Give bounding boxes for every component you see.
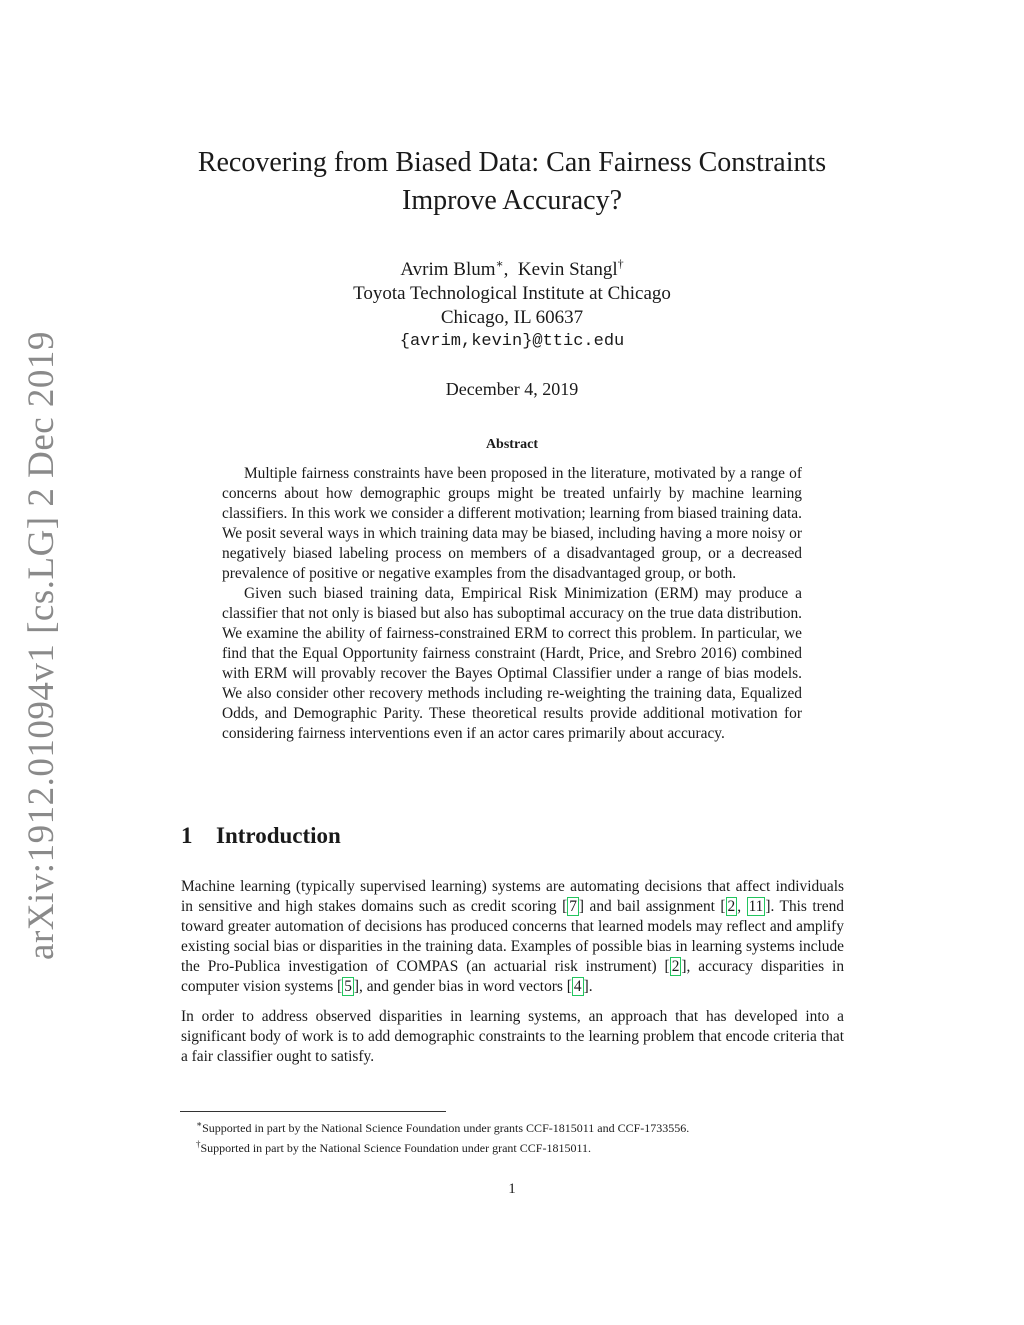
- footnote-mark-2: †: [196, 1139, 201, 1149]
- intro-paragraph-2: In order to address observed disparities in learning systems, an approach that has developed into a significant body of work is to add demographic constraints to the learning problem that encode criteria that a fair classifier ought to satisfy.: [181, 1008, 844, 1065]
- citation-number[interactable]: 11: [748, 898, 764, 915]
- author-location: Chicago, IL 60637: [440, 307, 584, 328]
- citation-link[interactable]: [ 5 ]: [337, 978, 360, 995]
- citation-number[interactable]: 2: [671, 958, 680, 975]
- citation-number[interactable]: 2: [727, 898, 736, 915]
- author-mark-1: ∗: [495, 256, 504, 271]
- footnote-2: [182, 1136, 822, 1156]
- abstract-heading: Abstract: [485, 437, 539, 452]
- author-email[interactable]: {avrim,kevin}@ttic.edu: [399, 332, 625, 351]
- citation-number[interactable]: 4: [573, 978, 582, 995]
- intro-text-segment: .: [588, 978, 593, 995]
- intro-text-segment: and bail assignment: [584, 898, 721, 915]
- intro-text-segment: Machine learning (typically supervised learning) systems are automating decisions that affect individuals in sensitive and high stakes domains such as credit scoring: [181, 878, 844, 915]
- author-name-2: Kevin Stangl: [517, 259, 618, 280]
- intro-paragraph-1: [181, 877, 844, 997]
- title-line-1: Recovering from Biased Data: Can Fairness Constraints: [197, 147, 827, 178]
- author-names: Avrim Blum∗, Kevin Stangl†: [400, 256, 624, 280]
- author-affiliation: Toyota Technological Institute at Chicago: [353, 283, 671, 304]
- intro-text-segment: , and gender bias in word vectors: [359, 978, 567, 995]
- author-mark-2: †: [617, 256, 624, 271]
- title-line-2: Improve Accuracy?: [402, 185, 622, 216]
- footnotes: [182, 1116, 822, 1156]
- abstract-paragraph-1: Multiple fairness constraints have been proposed in the literature, motivated by a range of concerns about how demographic groups might be treated unfairly by machine learning classifiers. In this work we consider a different motivation; learning from biased training data. We posit several ways in which training data may be biased, including having a more noisy or negatively biased labeling process on members of a disadvantaged group, or a decreased prevalence of positive or negative examples from the disadvantaged group, or both.: [222, 465, 802, 582]
- paper-date: December 4, 2019: [445, 379, 579, 399]
- abstract-body: [222, 464, 802, 744]
- citation-number[interactable]: 5: [344, 978, 352, 995]
- arxiv-identifier-stamp: [20, 330, 62, 960]
- section-heading-introduction: [181, 823, 341, 849]
- citation-link[interactable]: [ 2 , 11 ]: [720, 898, 771, 915]
- author-name-1: Avrim Blum: [400, 259, 496, 280]
- footnote-text-1: Supported in part by the National Science Foundation under grants CCF-1815011 and CCF-1733556.: [202, 1121, 690, 1135]
- footnote-1: [182, 1116, 822, 1136]
- author-block: [200, 258, 824, 354]
- footnote-text-2: Supported in part by the National Science Foundation under grant CCF-1815011.: [200, 1141, 591, 1155]
- arxiv-identifier-text: arXiv:1912.01094v1 [cs.LG] 2 Dec 2019: [20, 330, 62, 960]
- intro-text-segment: , accuracy disparities in computer vision systems: [181, 958, 845, 995]
- citation-link[interactable]: [ 7 ]: [562, 898, 585, 915]
- paper-title: [150, 144, 874, 220]
- introduction-body: [181, 877, 844, 1077]
- intro-text-segment: . This trend toward greater automation of decisions has produced concerns that learned models may reflect and amplify existing social bias or disparities in the training data. Examples of possible bias in learning systems include the Pro-Publica investigation of COMPAS (an actuarial risk instrument): [181, 898, 844, 975]
- citation-link[interactable]: [ 2 ]: [664, 958, 687, 975]
- citation-number[interactable]: 7: [569, 898, 577, 915]
- citation-link[interactable]: [ 4 ]: [566, 978, 589, 995]
- footnote-divider: [180, 1111, 446, 1112]
- section-title: Introduction: [216, 823, 341, 848]
- section-number: 1: [181, 823, 193, 848]
- footnote-mark-1: ∗: [196, 1119, 203, 1129]
- abstract-paragraph-2: Given such biased training data, Empirical Risk Minimization (ERM) may produce a classifier that not only is biased but also has suboptimal accuracy on the true data distribution. We examine the ability of fairness-constrained ERM to correct this problem. In particular, we find that the Equal Opportunity fairness constraint (Hardt, Price, and Srebro 2016) combined with ERM will provably recover the Bayes Optimal Classifier under a range of bias models. We also consider other recovery methods including re-weighting the training data, Equalized Odds, and Demographic Parity. These theoretical results provide additional motivation for considering fairness interventions even if an actor cares primarily about accuracy.: [222, 585, 802, 742]
- page-number: 1: [508, 1181, 516, 1197]
